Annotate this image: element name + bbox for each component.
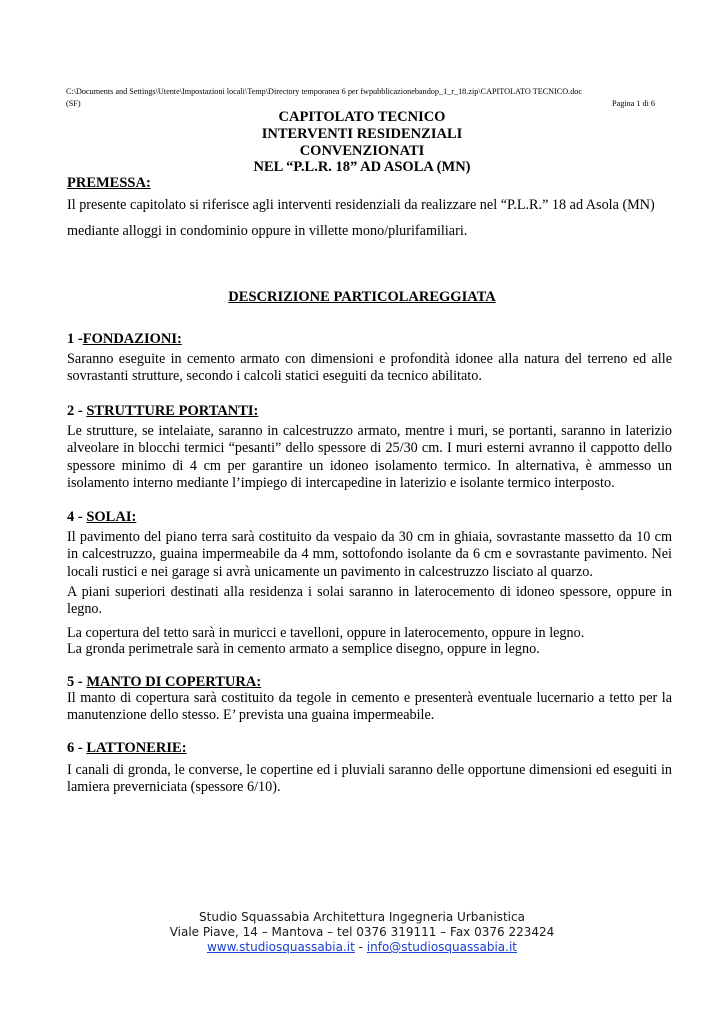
footer-address: Viale Piave, 14 – Mantova – tel 0376 319111 – Fax 0376 223424: [169, 925, 555, 939]
section-number: 1 -: [67, 331, 83, 347]
section-number: 4 -: [67, 509, 87, 525]
section-strutture-heading: [67, 403, 258, 420]
section-strutture-text: Le strutture, se intelaiate, saranno in calcestruzzo armato, mentre i muri, se portanti, saranno in laterizio alveolare in blocchi termici “pesanti” dello spessore di 25/30 cm. I muri esterni avranno il cappotto dello spessore minimo di 4 cm per garantire un idoneo isolamento termico. In alternativa, è ammesso un isolamento interno mediante l’impiego di intercapedine in laterizio e isolante termico interposto.: [67, 423, 672, 491]
section-solai-text-3: La copertura del tetto sarà in muricci e tavelloni, oppure in laterocemento, oppure in legno.: [67, 625, 585, 641]
document-title-line-3: CONVENZIONATI: [299, 143, 425, 159]
section-solai-heading: [67, 509, 136, 526]
section-lattonerie-text: I canali di gronda, le converse, le copertine ed i pluviali saranno delle opportune dimensioni ed eseguiti in lamiera preverniciata (spessore 6/10).: [67, 762, 672, 796]
section-manto-text: Il manto di copertura sarà costituito da tegole in cemento e presenterà eventuale lucernario a tetto per la manutenzione dello stesso. E’ prevista una guaina impermeabile.: [67, 690, 672, 724]
premessa-heading: [67, 175, 151, 192]
section-solai-text-4: La gronda perimetrale sarà in cemento armato a semplice disegno, oppure in legno.: [67, 641, 540, 657]
header-left-label: (SF): [66, 99, 81, 108]
section-title: LATTONERIE:: [86, 740, 187, 756]
section-solai-text-1: Il pavimento del piano terra sarà costituito da vespaio da 30 cm in ghiaia, sovrastante massetto da 10 cm in calcestruzzo, guaina impermeabile da 4 mm, sottofondo isolante da 6 cm e sovrastante pavimento. Nei locali rustici e nei garage si avrà unicamente un pavimento in calcestruzzo lisciato al quarzo.: [67, 529, 672, 580]
page-number: Pagina 1 di 6: [612, 99, 655, 108]
section-manto-heading: [67, 674, 261, 691]
section-number: 5 -: [67, 674, 87, 690]
document-title-line-4: NEL “P.L.R. 18” AD ASOLA (MN): [253, 159, 471, 175]
section-lattonerie-heading: [67, 740, 187, 757]
section-solai-text-2: A piani superiori destinati alla residenza i solai saranno in laterocemento di idoneo spessore, oppure in legno.: [67, 584, 672, 618]
website-link[interactable]: www.studiosquassabia.it: [206, 940, 355, 954]
footer-contacts: [0, 939, 724, 955]
premessa-line-2: mediante alloggi in condominio oppure in villette mono/plurifamiliari.: [67, 223, 468, 239]
document-title-line-1: CAPITOLATO TECNICO: [278, 109, 446, 125]
descrizione-heading: DESCRIZIONE PARTICOLAREGGIATA: [228, 289, 496, 305]
section-fondazioni-heading: [67, 331, 182, 348]
section-title: SOLAI:: [86, 509, 137, 525]
header-file-path: C:\Documents and Settings\Utente\Impostazioni locali\Temp\Directory temporanea 6 per fwpubblicazionebandop_1_r_18.zip\CAPITOLATO TECNICO.doc: [66, 87, 583, 96]
section-number: 6 -: [67, 740, 87, 756]
document-title-line-2: INTERVENTI RESIDENZIALI: [261, 126, 463, 142]
premessa-heading-text: PREMESSA:: [67, 175, 151, 191]
section-title: STRUTTURE PORTANTI:: [86, 403, 259, 419]
footer-studio-name: Studio Squassabia Architettura Ingegneria Urbanistica: [199, 910, 525, 924]
section-title: FONDAZIONI:: [82, 331, 182, 347]
section-title: MANTO DI COPERTURA:: [86, 674, 262, 690]
email-link[interactable]: info@studiosquassabia.it: [366, 940, 518, 954]
premessa-line-1: Il presente capitolato si riferisce agli interventi residenziali da realizzare nel “P.L.R.” 18 ad Asola (MN): [67, 197, 655, 213]
section-fondazioni-text: Saranno eseguite in cemento armato con dimensioni e profondità idonee alla natura del terreno ed alle sovrastanti strutture, secondo i calcoli statici eseguiti da tecnico abilitato.: [67, 351, 672, 385]
footer-separator: -: [354, 940, 367, 954]
section-number: 2 -: [67, 403, 87, 419]
